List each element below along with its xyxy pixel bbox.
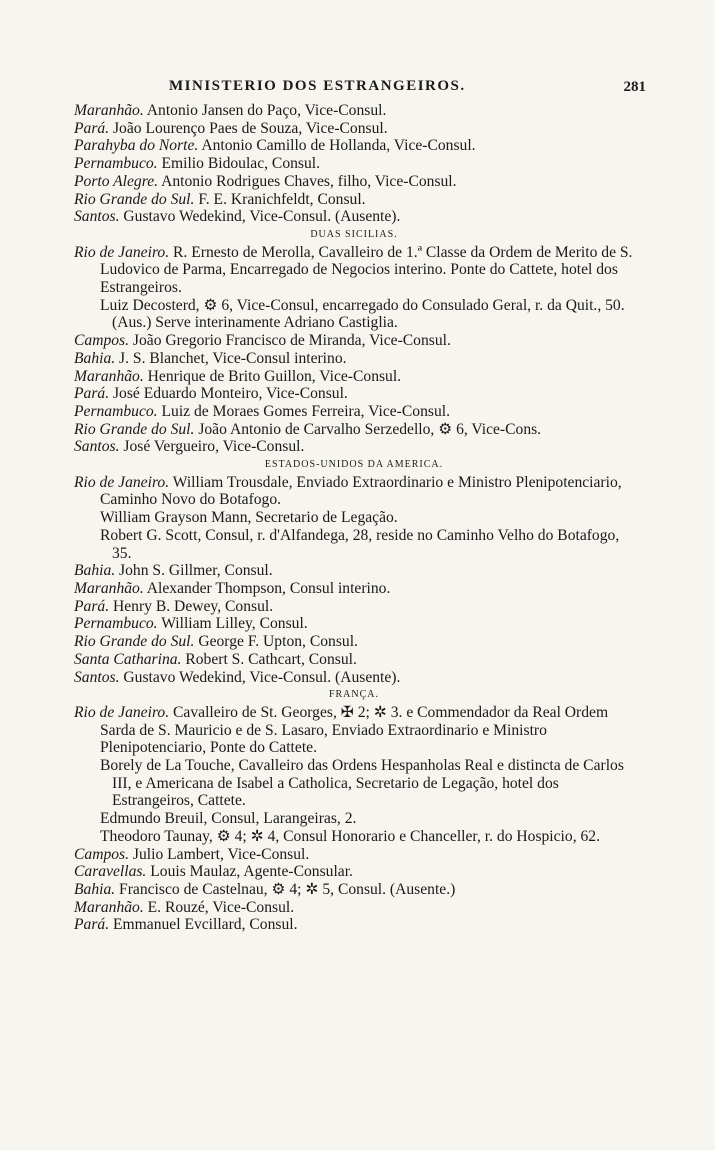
consular-entry [74, 651, 634, 669]
entry-place: Pará. [74, 916, 110, 934]
entry-text: João Lourenço Paes de Souza, Vice-Consul. [109, 119, 388, 137]
entry-place: Campos. [74, 845, 130, 863]
entry-place: Pará. [74, 385, 110, 403]
entry-text: George F. Upton, Consul. [194, 633, 358, 651]
entry-place: Rio de Janeiro. [74, 243, 170, 261]
consular-entry [74, 332, 634, 350]
entry-text: Antonio Rodrigues Chaves, filho, Vice-Consul. [158, 172, 457, 190]
consular-entry [74, 580, 634, 598]
entry-place: Rio Grande do Sul. [74, 190, 195, 208]
entry-text: José Vergueiro, Vice-Consul. [119, 438, 305, 456]
entry-place: Santos. [74, 438, 120, 456]
entry-text: Henry B. Dewey, Consul. [109, 597, 274, 615]
entry-text: Gustavo Wedekind, Vice-Consul. (Ausente). [119, 208, 401, 226]
entry-text: Gustavo Wedekind, Vice-Consul. (Ausente). [119, 668, 401, 686]
consular-entry [74, 916, 634, 934]
section-heading-franca: FRANÇA. [328, 689, 380, 701]
entry-place: Bahia. [74, 349, 116, 367]
section-franca [74, 704, 634, 934]
consular-entry [86, 297, 634, 332]
entry-text: Robert G. Scott, Consul, r. d'Alfandega, 28, reside no Caminho Velho do Botafogo, 35. [100, 526, 620, 562]
entry-place: Rio de Janeiro. [74, 703, 170, 721]
entry-place: Porto Alegre. [74, 172, 159, 190]
consular-entry [86, 828, 634, 846]
consular-entry [74, 704, 634, 757]
consular-entry [74, 208, 634, 226]
entry-place: Pará. [74, 597, 110, 615]
entry-place: Campos. [74, 332, 130, 350]
running-title: MINISTERIO DOS ESTRANGEIROS. [169, 78, 466, 94]
consular-entry [74, 474, 634, 509]
entry-place: Bahia. [74, 880, 116, 898]
entry-text: José Eduardo Monteiro, Vice-Consul. [109, 385, 348, 403]
consular-entry [74, 137, 634, 155]
entry-text: Henrique de Brito Guillon, Vice-Consul. [143, 367, 402, 385]
consular-entry [74, 244, 634, 297]
entry-text: Theodoro Taunay, ⚙ 4; ✲ 4, Consul Honorario e Chanceller, r. do Hospicio, 62. [100, 827, 600, 845]
entry-text: Luiz Decosterd, ⚙ 6, Vice-Consul, encarregado do Consulado Geral, r. da Quit., 50. (Aus.) Serve interinamente Adriano Castiglia. [100, 296, 625, 332]
section-heading-estados-unidos: ESTADOS-UNIDOS DA AMERICA. [264, 459, 444, 471]
consular-entry [86, 527, 634, 562]
consular-entry [74, 615, 634, 633]
consular-entry [74, 562, 634, 580]
consular-entry [74, 120, 634, 138]
consular-entry [74, 863, 634, 881]
entry-place: Parahyba do Norte. [74, 137, 199, 155]
entry-place: Maranhão. [74, 367, 144, 385]
page-number: 281 [623, 79, 646, 95]
entry-place: Rio de Janeiro. [74, 473, 170, 491]
entry-place: Bahia. [74, 562, 116, 580]
entry-text: J. S. Blanchet, Vice-Consul interino. [115, 349, 347, 367]
entry-text: R. Ernesto de Merolla, Cavalleiro de 1.ª Classe da Ordem de Merito de S. Ludovico de Parma, Encarregado de Negocios interino. Ponte do Cattete, hotel dos Estrangeiros. [100, 243, 633, 297]
entry-text: Robert S. Cathcart, Consul. [181, 650, 357, 668]
entry-text: João Antonio de Carvalho Serzedello, ⚙ 6, Vice-Cons. [194, 420, 542, 438]
entry-text: Francisco de Castelnau, ⚙ 4; ✲ 5, Consul. (Ausente.) [115, 880, 456, 898]
entry-text: Cavalleiro de St. Georges, ✠ 2; ✲ 3. e Commendador da Real Ordem Sarda de S. Mauricio e de S. Lasaro, Enviado Extraordinario e Ministro Plenipotenciario, Ponte do Cattete. [100, 703, 609, 757]
section-heading-duas-sicilias: DUAS SICILIAS. [310, 228, 398, 240]
entry-place: Santa Catharina. [74, 650, 182, 668]
entry-text: John S. Gillmer, Consul. [115, 562, 273, 580]
entry-place: Maranhão. [74, 898, 144, 916]
entry-place: Santos. [74, 208, 120, 226]
consular-entry [74, 403, 634, 421]
consular-entry [86, 810, 634, 828]
consular-entry [74, 368, 634, 386]
consular-entry [86, 509, 634, 527]
entry-text: Antonio Jansen do Paço, Vice-Consul. [143, 102, 387, 119]
consular-entry [74, 438, 634, 456]
entry-place: Rio Grande do Sul. [74, 633, 195, 651]
consular-entry [74, 899, 634, 917]
entry-text: F. E. Kranichfeldt, Consul. [194, 190, 366, 208]
document-page [74, 78, 646, 934]
entry-place: Pará. [74, 119, 110, 137]
consular-entry [74, 173, 634, 191]
entry-place: Maranhão. [74, 579, 144, 597]
entry-text: Borely de La Touche, Cavalleiro das Ordens Hespanholas Real e distincta de Carlos III, e Americana de Isabel a Catholica, Secretario de Legação, hotel dos Estrangeiros, Cattete. [100, 757, 624, 810]
entry-place: Pernambuco. [74, 402, 158, 420]
entry-text: Alexander Thompson, Consul interino. [143, 579, 391, 597]
entry-text: Emilio Bidoulac, Consul. [157, 155, 321, 173]
section-duas-sicilias [74, 244, 634, 456]
consular-entry [74, 350, 634, 368]
page-header [74, 78, 646, 102]
entry-text: Emmanuel Evcillard, Consul. [109, 916, 298, 934]
entry-text: William Grayson Mann, Secretario de Legação. [100, 509, 398, 527]
consular-entry [74, 633, 634, 651]
entry-text: William Lilley, Consul. [157, 615, 308, 633]
section-continued [74, 102, 634, 226]
entry-place: Rio Grande do Sul. [74, 420, 195, 438]
consular-entry [74, 421, 634, 439]
entry-text: Antonio Camillo de Hollanda, Vice-Consul. [198, 137, 476, 155]
consular-entry [74, 155, 634, 173]
entry-text: Luiz de Moraes Gomes Ferreira, Vice-Consul. [157, 402, 450, 420]
consular-list [74, 102, 634, 934]
entry-place: Caravellas. [74, 863, 147, 881]
entry-text: João Gregorio Francisco de Miranda, Vice-Consul. [129, 332, 451, 350]
entry-place: Santos. [74, 668, 120, 686]
consular-entry [74, 846, 634, 864]
consular-entry [74, 102, 634, 120]
consular-entry [74, 598, 634, 616]
entry-text: Julio Lambert, Vice-Consul. [129, 845, 310, 863]
consular-entry [74, 881, 634, 899]
section-estados-unidos [74, 474, 634, 686]
entry-place: Maranhão. [74, 102, 144, 119]
entry-text: Louis Maulaz, Agente-Consular. [146, 863, 353, 881]
consular-entry [74, 191, 634, 209]
consular-entry [86, 757, 634, 810]
entry-text: Edmundo Breuil, Consul, Larangeiras, 2. [100, 810, 357, 828]
consular-entry [74, 669, 634, 687]
consular-entry [74, 385, 634, 403]
entry-place: Pernambuco. [74, 615, 158, 633]
entry-text: William Trousdale, Enviado Extraordinario e Ministro Plenipotenciario, Caminho Novo do Botafogo. [100, 473, 622, 509]
entry-place: Pernambuco. [74, 155, 158, 173]
entry-text: E. Rouzé, Vice-Consul. [143, 898, 295, 916]
